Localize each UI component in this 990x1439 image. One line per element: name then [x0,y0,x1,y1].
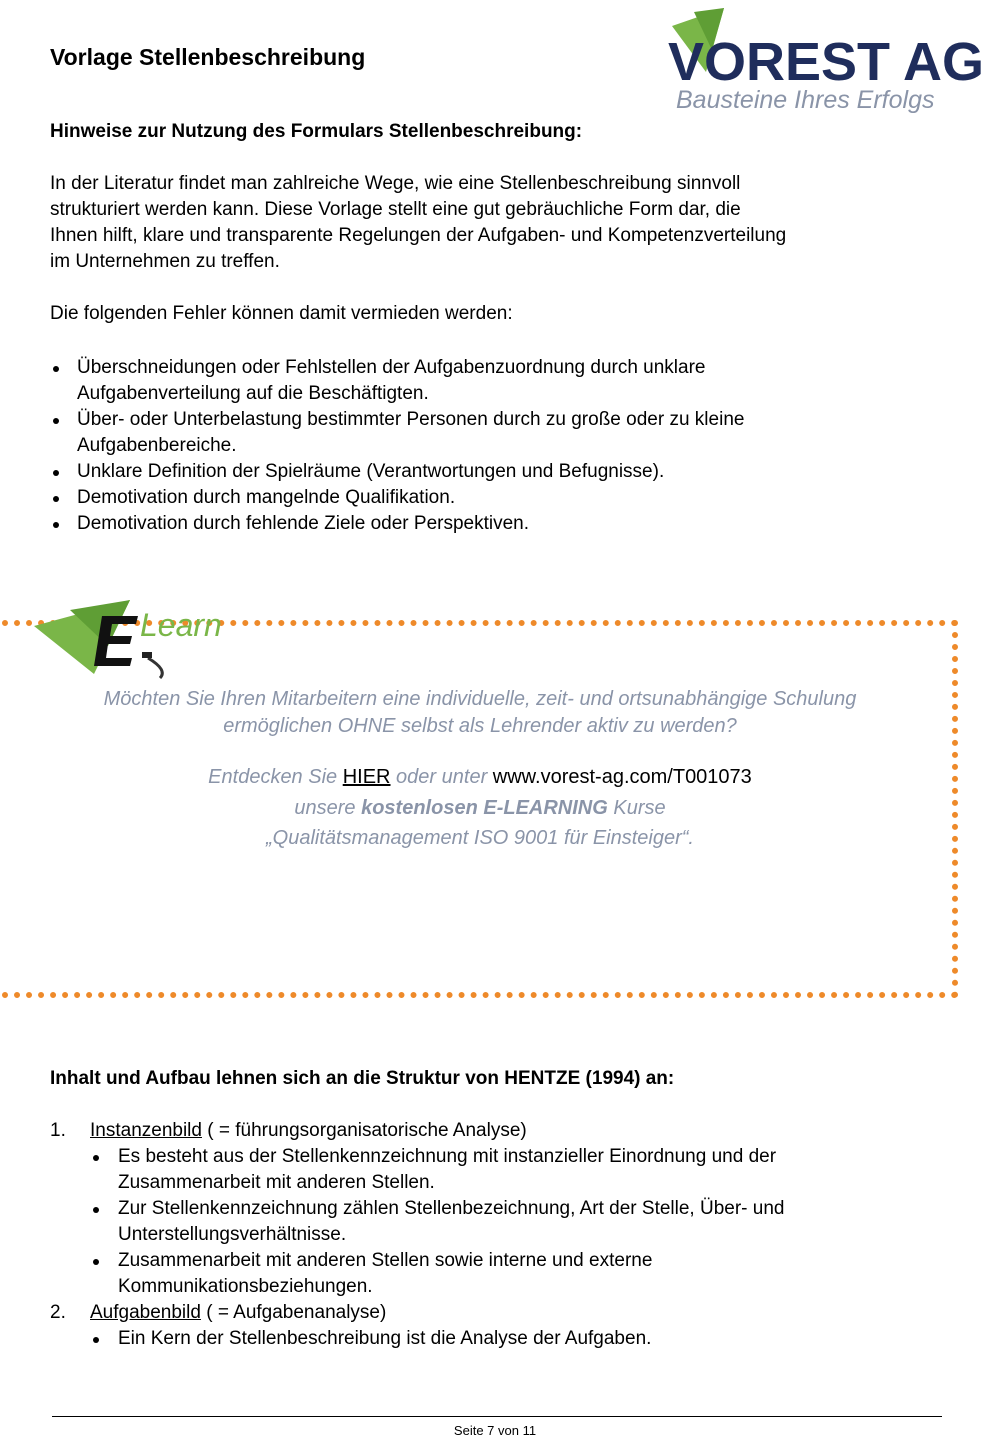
list-item: Zusammenarbeit mit anderen Stellen sowie interne und externe Kommunikationsbeziehungen. [90,1248,930,1300]
list-item: Demotivation durch fehlende Ziele oder Perspektiven. [50,511,940,537]
paragraph-line: In der Literatur findet man zahlreiche Wege, wie eine Stellenbeschreibung sinnvoll [50,173,741,194]
list-item: Ein Kern der Stellenbeschreibung ist die Analyse der Aufgaben. [90,1326,930,1352]
promo-courses: unsere kostenlosen E-LEARNING Kurse [294,797,666,819]
errors-intro: Die folgenden Fehler können damit vermieden werden: [50,303,513,324]
promo-question: Möchten Sie Ihren Mitarbeitern eine individuelle, zeit- und ortsunabhängige Schulung ermöglichen OHNE selbst als Lehrender aktiv zu werden? [103,688,857,737]
hier-link[interactable]: HIER [342,766,391,788]
list-item: Zur Stellenkennzeichnung zählen Stellenbezeichnung, Art der Stelle, Über- und Unterstellungsverhältnisse. [90,1196,930,1248]
paragraph-line: strukturiert werden kann. Diese Vorlage stellt eine gut gebräuchliche Form dar, die [50,199,741,220]
list-item: Demotivation durch mangelnde Qualifikation. [50,485,940,511]
list-item: Über- oder Unterbelastung bestimmter Personen durch zu große oder zu kleine Aufgabenbereiche. [50,407,940,459]
errors-list [50,355,940,537]
structure-list [50,1118,930,1352]
promo-course-title: „Qualitätsmanagement ISO 9001 für Einsteiger“. [266,827,694,849]
footer-divider [52,1416,942,1417]
list-item: 1. Instanzenbild ( = führungsorganisatorische Analyse) Es besteht aus der Stellenkennzeichnung mit instanzieller Einordnung und der Zusammenarbeit mit anderen Stellen. Zur Stellenkennzeichnung zählen Stellenbezeichnung, Art der Stelle, Über- und Unterstellungsverhältnisse. Zusammenarbeit mit anderen Stellen sowie interne und externe Kommunikationsbeziehungen. [50,1118,930,1300]
promo-discover: Entdecken Sie HIER oder unter www.vorest-ag.com/T001073 [208,766,752,788]
page-title: Vorlage Stellenbeschreibung [50,44,366,70]
hints-heading: Hinweise zur Nutzung des Formulars Stellenbeschreibung: [50,121,583,142]
list-item: 2. Aufgabenbild ( = Aufgabenanalyse) Ein Kern der Stellenbeschreibung ist die Analyse der Aufgaben. [50,1300,930,1352]
list-item: Es besteht aus der Stellenkennzeichnung mit instanzieller Einordnung und der Zusammenarbeit mit anderen Stellen. [90,1144,930,1196]
hints-paragraph [50,171,940,275]
paragraph-line: im Unternehmen zu treffen. [50,251,280,272]
page-number: Seite 7 von 11 [453,1423,537,1438]
paragraph-line: Ihnen hilft, klare und transparente Regelungen der Aufgaben- und Kompetenzverteilung [50,225,787,246]
list-item: Überschneidungen oder Fehlstellen der Aufgabenzuordnung durch unklare Aufgabenverteilung auf die Beschäftigten. [50,355,940,407]
sub-list [90,1144,930,1300]
vorest-logo [666,4,985,116]
elearn-logo [30,596,246,680]
elearn-logo-text: Learn [140,607,222,643]
list-item: Unklare Definition der Spielräume (Verantwortungen und Befugnisse). [50,459,940,485]
promo-url-link[interactable]: www.vorest-ag.com/T001073 [492,766,752,788]
logo-name: VOREST AG [668,32,985,92]
structure-heading: Inhalt und Aufbau lehnen sich an die Struktur von HENTZE (1994) an: [50,1068,675,1089]
logo-tagline: Bausteine Ihres Erfolgs [676,86,935,114]
sub-list [90,1326,930,1352]
